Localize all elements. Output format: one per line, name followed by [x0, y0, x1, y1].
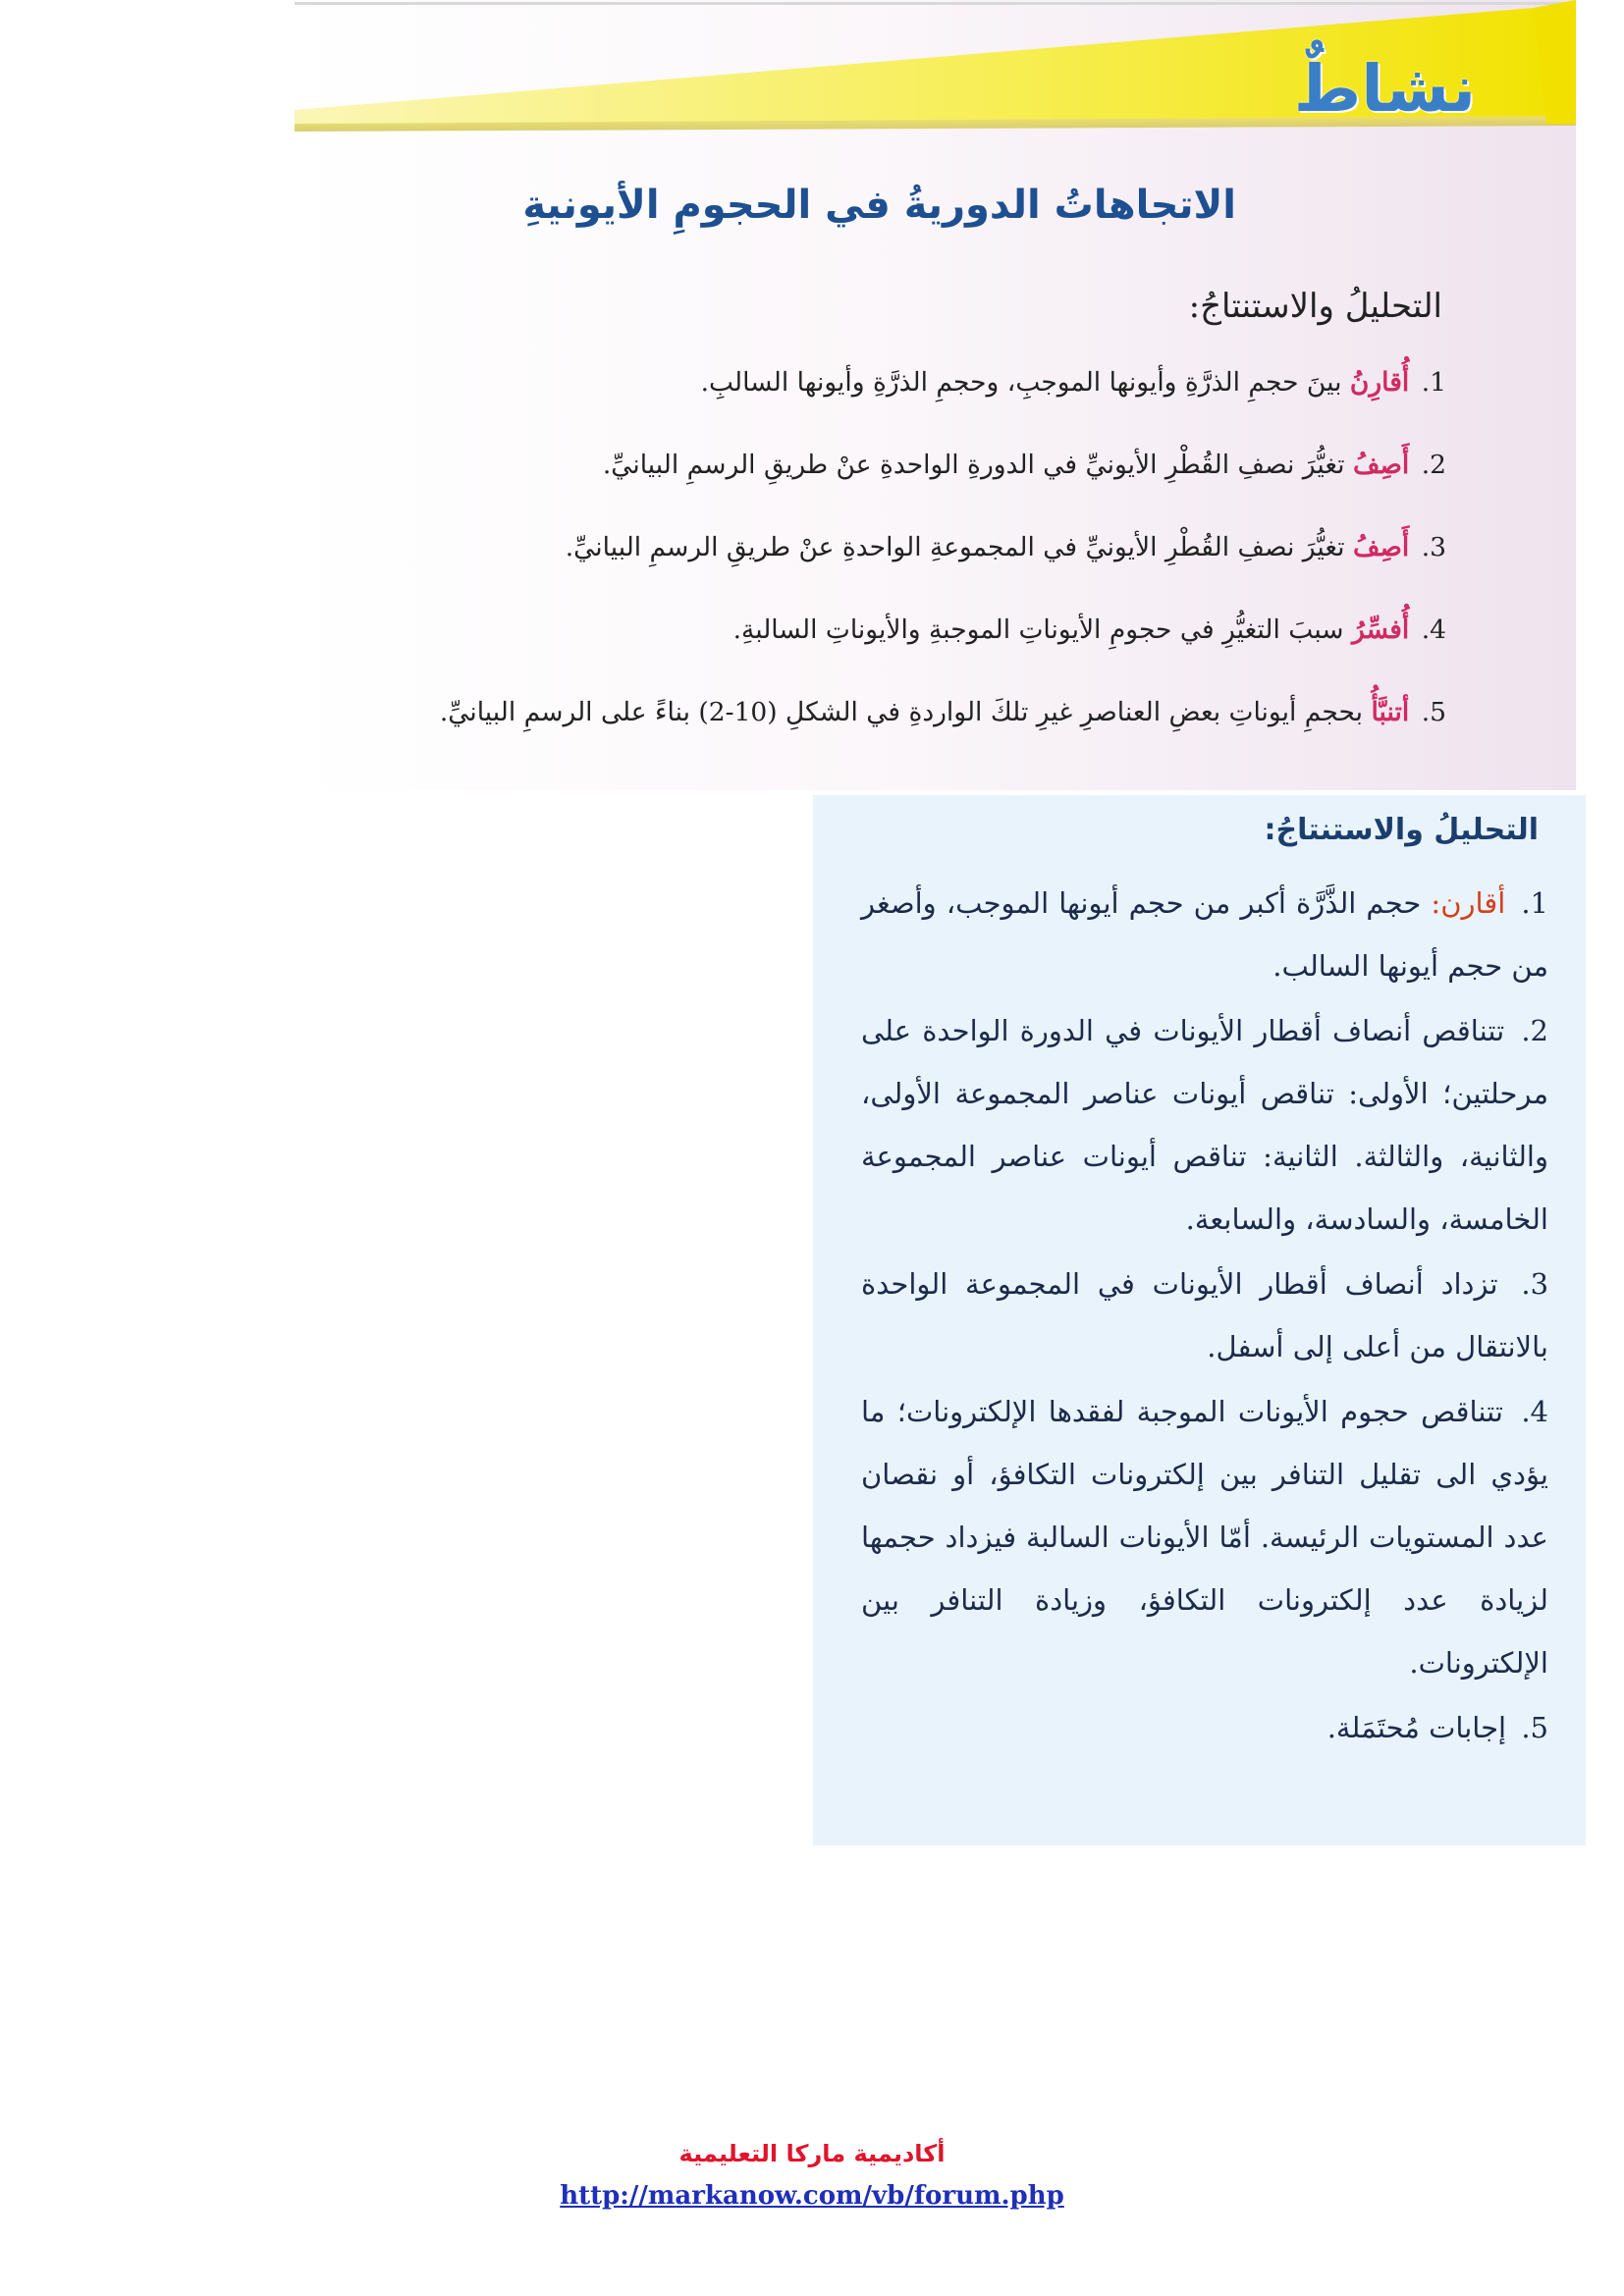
answers-section [813, 795, 1586, 1845]
question-number: 5. [1421, 697, 1446, 727]
question-number: 2. [1421, 450, 1446, 480]
page-title: الاتجاهاتُ الدوريةُ في الحجومِ الأيونيةِ [522, 183, 1236, 228]
questions-list [268, 355, 1446, 768]
question-item [268, 520, 1446, 603]
question-number: 1. [1421, 367, 1446, 398]
question-verb: أَصِفُ [1352, 532, 1410, 562]
answer-item [861, 1253, 1548, 1378]
footer-academy-name: أكاديمية ماركا التعليمية [678, 2140, 946, 2167]
activity-banner [295, 0, 1576, 157]
answer-text: تزداد أنصاف أقطار الأيونات في المجموعة الواحدة بالانتقال من أعلى إلى أسفل. [861, 1267, 1548, 1363]
question-item [268, 685, 1446, 768]
answer-item [861, 872, 1548, 997]
question-item [268, 355, 1446, 438]
answer-verb: أقارن: [1431, 886, 1506, 920]
question-text: تغيُّرَ نصفِ القُطْرِ الأيونيِّ في المجموعةِ الواحدةِ عنْ طريقِ الرسمِ البيانيِّ. [565, 532, 1353, 562]
question-verb: أُقارِنُ [1349, 367, 1410, 398]
answer-item [861, 999, 1548, 1251]
answer-item [861, 1696, 1548, 1759]
question-text: سببَ التغيُّرِ في حجومِ الأيوناتِ الموجبةِ والأيوناتِ السالبةِ. [732, 614, 1352, 645]
question-verb: أَصِفُ [1352, 450, 1410, 480]
question-text: بينَ حجمِ الذرَّةِ وأيونها الموجبِ، وحجمِ الذرَّةِ وأيونها السالبِ. [700, 367, 1350, 398]
question-item [268, 438, 1446, 520]
question-verb: أتنبَّأُ [1371, 697, 1410, 727]
answers-heading: التحليلُ والاستنتاجُ: [1264, 813, 1539, 847]
question-number: 4. [1421, 614, 1446, 645]
questions-heading: التحليلُ والاستنتاجُ: [1188, 287, 1442, 326]
question-text: تغيُّرَ نصفِ القُطْرِ الأيونيِّ في الدورةِ الواحدةِ عنْ طريقِ الرسمِ البيانيِّ. [602, 450, 1353, 480]
answer-text: تتناقص حجوم الأيونات الموجبة لفقدها الإلكترونات؛ ما يؤدي الى تقليل التنافر بين إلكترونات التكافؤ، أو نقصان عدد المستويات الرئيسة. أمّا الأيونات السالبة فيزداد حجمها لزيادة عدد إلكترونات التكافؤ، وزيادة التنافر بين الإلكترونات. [861, 1395, 1548, 1680]
answer-number: 3. [1521, 1267, 1549, 1301]
footer-forum-link[interactable]: http://markanow.com/vb/forum.php [560, 2181, 1064, 2211]
activity-label: نشاطٌ [1293, 51, 1476, 127]
answers-list [861, 872, 1548, 1761]
answer-item [861, 1380, 1548, 1694]
answer-number: 1. [1521, 886, 1548, 920]
question-text: بحجمِ أيوناتِ بعضِ العناصرِ غيرِ تلكَ الواردةِ في الشكلِ (10-2) بناءً على الرسمِ البيانيِّ. [439, 697, 1372, 727]
answer-text: إجابات مُحتَمَلة. [1326, 1711, 1507, 1744]
question-verb: أُفسِّرُ [1351, 614, 1410, 645]
answer-number: 4. [1521, 1395, 1548, 1428]
answer-text: تتناقص أنصاف أقطار الأيونات في الدورة الواحدة على مرحلتين؛ الأولى: تناقص أيونات عناصر المجموعة الأولى، والثانية، والثالثة. الثانية: تناقص أيونات عناصر المجموعة الخامسة، والسادسة، والسابعة. [861, 1014, 1548, 1236]
answer-number: 5. [1521, 1711, 1548, 1744]
question-item [268, 603, 1446, 685]
question-number: 3. [1421, 532, 1446, 562]
questions-section [295, 265, 1517, 785]
answer-text: حجم الذَّرَّة أكبر من حجم أيونها الموجب، وأصغر من حجم أيونها السالب. [861, 886, 1548, 983]
answer-number: 2. [1521, 1014, 1548, 1047]
